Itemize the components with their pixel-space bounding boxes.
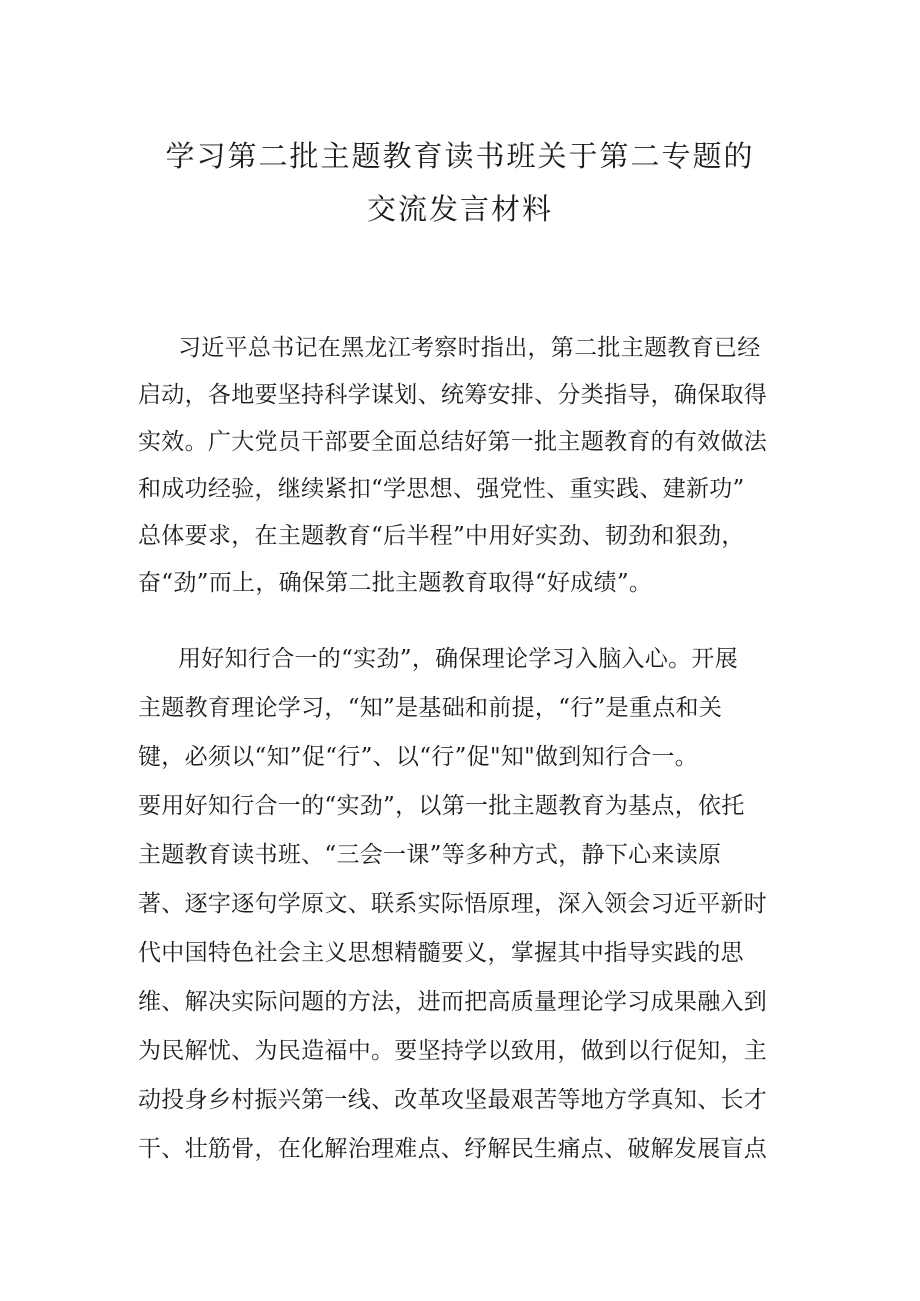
paragraph-line: 维、解决实际问题的方法，进而把高质量理论学习成果融入到 xyxy=(138,989,768,1015)
paragraph-line: 为民解忧、为民造福中。要坚持学以致用，做到以行促知，主 xyxy=(138,1038,768,1064)
paragraph-line: 启动，各地要坚持科学谋划、统筹安排、分类指导，确保取得 xyxy=(138,382,768,408)
paragraph-line: 著、逐字逐句学原文、联系实际悟原理，深入领会习近平新时 xyxy=(138,891,768,917)
paragraph-line: 要用好知行合一的“实劲”，以第一批主题教育为基点，依托 xyxy=(138,793,745,819)
paragraph-line: 主题教育理论学习，“知”是基础和前提，“行”是重点和关 xyxy=(138,695,723,721)
paragraph-line: 实效。广大党员干部要全面总结好第一批主题教育的有效做法 xyxy=(138,429,768,455)
paragraph-line: 奋“劲”而上，确保第二批主题教育取得“好成绩”。 xyxy=(138,570,653,596)
paragraph-line: 干、壮筋骨，在化解治理难点、纾解民生痛点、破解发展盲点 xyxy=(138,1136,768,1162)
paragraph-line: 代中国特色社会主义思想精髓要义，掌握其中指导实践的思 xyxy=(138,940,744,966)
paragraph-line: 主题教育读书班、“三会一课”等多种方式，静下心来读原 xyxy=(138,842,722,868)
document-title-line-1: 学习第二批主题教育读书班关于第二专题的 xyxy=(165,139,755,173)
paragraph-line: 动投身乡村振兴第一线、改革攻坚最艰苦等地方学真知、长才 xyxy=(138,1087,768,1113)
paragraph-line: 键，必须以“知”促“行”、以“行”促"知"做到知行合一。 xyxy=(138,744,699,770)
document-title-line-2: 交流发言材料 xyxy=(366,192,553,226)
paragraph-line: 习近平总书记在黑龙江考察时指出，第二批主题教育已经 xyxy=(178,335,761,361)
paragraph-line: 和成功经验，继续紧扣“学思想、强党性、重实践、建新功” xyxy=(138,476,745,502)
paragraph-line: 总体要求，在主题教育“后半程”中用好实劲、韧劲和狠劲， xyxy=(138,523,745,549)
paragraph-line: 用好知行合一的“实劲”，确保理论学习入脑入心。开展 xyxy=(178,646,739,672)
